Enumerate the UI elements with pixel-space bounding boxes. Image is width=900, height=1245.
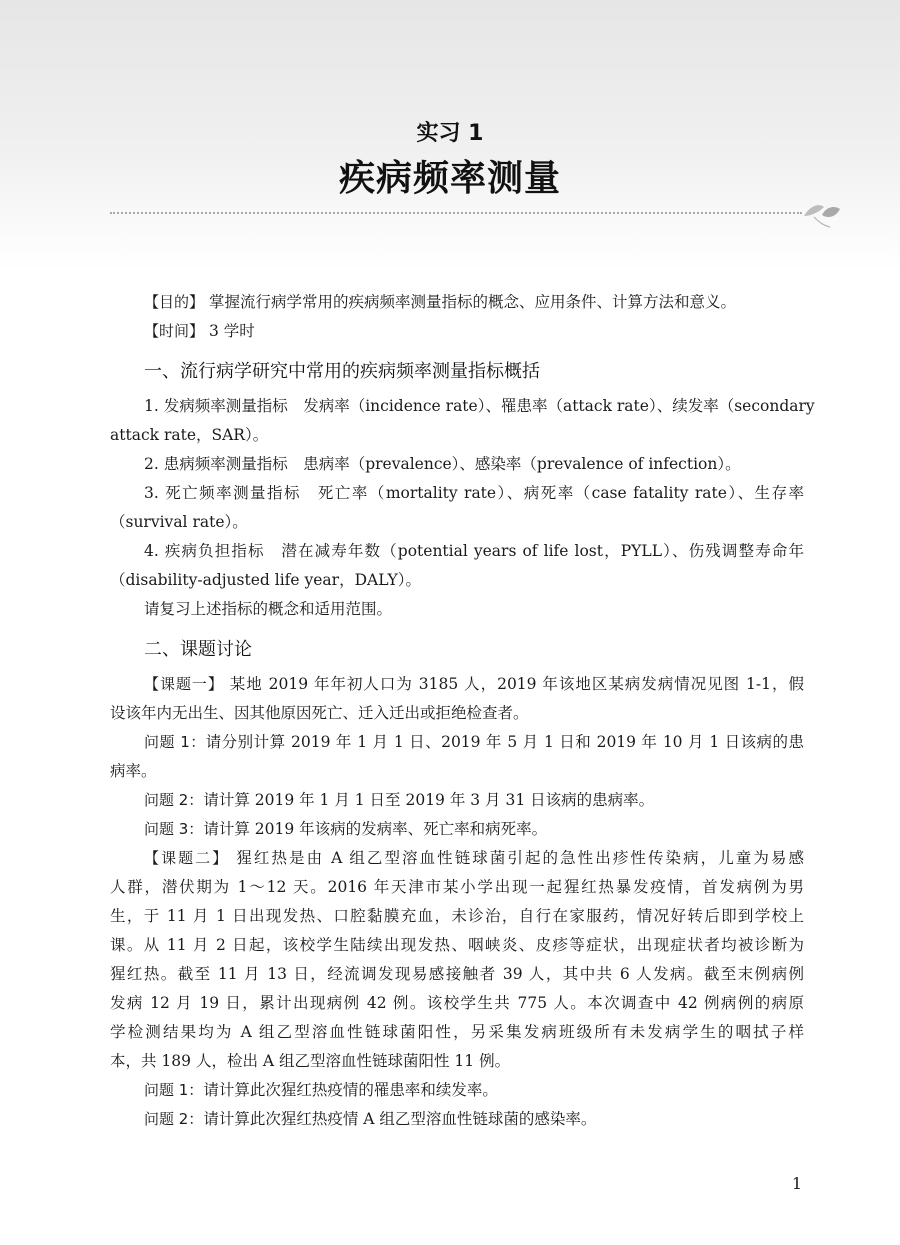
paragraph-line: 发病 12 月 19 日，累计出现病例 42 例。该校学生共 775 人。本次调查中 42 例病例的病原 xyxy=(110,994,804,1012)
question-label: 问题 2： xyxy=(144,791,204,809)
time-label: 【时间】 xyxy=(144,322,205,340)
paragraph-line: （disability-adjusted life year，DALY）。 xyxy=(110,571,421,589)
section-heading: 二、课题讨论 xyxy=(144,639,252,660)
objective-label: 【目的】 xyxy=(144,293,205,311)
question-label: 问题 1： xyxy=(144,733,206,751)
paragraph-line: 请复习上述指标的概念和适用范围。 xyxy=(144,600,393,618)
time-text: 3 学时 xyxy=(208,322,255,340)
question-line: 问题 1：请计算此次猩红热疫情的罹患率和续发率。 xyxy=(144,1081,498,1099)
paragraph-line: 病率。 xyxy=(110,762,157,780)
paragraph-line: 生，于 11 月 1 日出现发热、口腔黏膜充血，未诊治，自行在家服药，情况好转后即到学校上 xyxy=(110,907,804,925)
paragraph-line: 设该年内无出生、因其他原因死亡、迁入迁出或拒绝检查者。 xyxy=(110,704,529,722)
paragraph-line: 3. 死亡频率测量指标 死亡率（mortality rate）、病死率（case fatality rate）、生存率 xyxy=(144,484,804,502)
question-label: 问题 1： xyxy=(144,1081,204,1099)
paragraph-line: 课。从 11 月 2 日起，该校学生陆续出现发热、咽峡炎、皮疹等症状，出现症状者均被诊断为 xyxy=(110,936,804,954)
question-line: 问题 2：请计算 2019 年 1 月 1 日至 2019 年 3 月 31 日该病的患病率。 xyxy=(144,791,655,809)
question-line: 问题 3：请计算 2019 年该病的发病率、死亡率和病死率。 xyxy=(144,820,548,838)
paragraph-line: 人群，潜伏期为 1～12 天。2016 年天津市某小学出现一起猩红热暴发疫情，首发病例为男 xyxy=(110,878,804,896)
paragraph-line: 2. 患病频率测量指标 患病率（prevalence）、感染率（prevalence of infection）。 xyxy=(144,455,741,473)
objective-line xyxy=(110,288,804,317)
topic-two-first-line: 【课题二】 猩红热是由 A 组乙型溶血性链球菌引起的急性出疹性传染病，儿童为易感 xyxy=(144,849,804,867)
paragraph-line: （survival rate）。 xyxy=(110,513,248,531)
topic-one-label: 【课题一】 xyxy=(144,675,224,693)
paragraph-line: 本，共 189 人，检出 A 组乙型溶血性链球菌阳性 11 例。 xyxy=(110,1052,511,1070)
question-line: 问题 2：请计算此次猩红热疫情 A 组乙型溶血性链球菌的感染率。 xyxy=(144,1110,597,1128)
page-body xyxy=(110,288,815,1134)
topic-two-label: 【课题二】 xyxy=(144,849,230,867)
topic-one-first-line: 【课题一】 某地 2019 年年初人口为 3185 人，2019 年该地区某病发病情况见图 1-1，假 xyxy=(144,675,804,693)
paragraph-line: 猩红热。截至 11 月 13 日，经流调发现易感接触者 39 人，其中共 6 人发病。截至末例病例 xyxy=(110,965,804,983)
chapter-label: 实习 1 xyxy=(416,121,484,146)
question-line: 问题 1：请分别计算 2019 年 1 月 1 日、2019 年 5 月 1 日和 2019 年 10 月 1 日该病的患 xyxy=(144,733,804,751)
chapter-title: 疾病频率测量 xyxy=(338,158,561,199)
section-heading: 一、流行病学研究中常用的疾病频率测量指标概括 xyxy=(144,361,540,382)
leaf-icon xyxy=(800,197,844,231)
time-line xyxy=(110,317,804,346)
question-label: 问题 2： xyxy=(144,1110,204,1128)
paragraph-line: attack rate，SAR）。 xyxy=(110,426,269,444)
paragraph-line: 4. 疾病负担指标 潜在减寿年数（potential years of life lost，PYLL）、伤残调整寿命年 xyxy=(144,542,804,560)
page-number: 1 xyxy=(791,1174,802,1193)
dotted-divider xyxy=(110,212,802,214)
paragraph-line: 学检测结果均为 A 组乙型溶血性链球菌阳性，另采集发病班级所有未发病学生的咽拭子样 xyxy=(110,1023,804,1041)
objective-text: 掌握流行病学常用的疾病频率测量指标的概念、应用条件、计算方法和意义。 xyxy=(208,293,736,311)
paragraph-line: 1. 发病频率测量指标 发病率（incidence rate）、罹患率（attack rate）、续发率（secondary xyxy=(144,397,815,415)
question-label: 问题 3： xyxy=(144,820,204,838)
